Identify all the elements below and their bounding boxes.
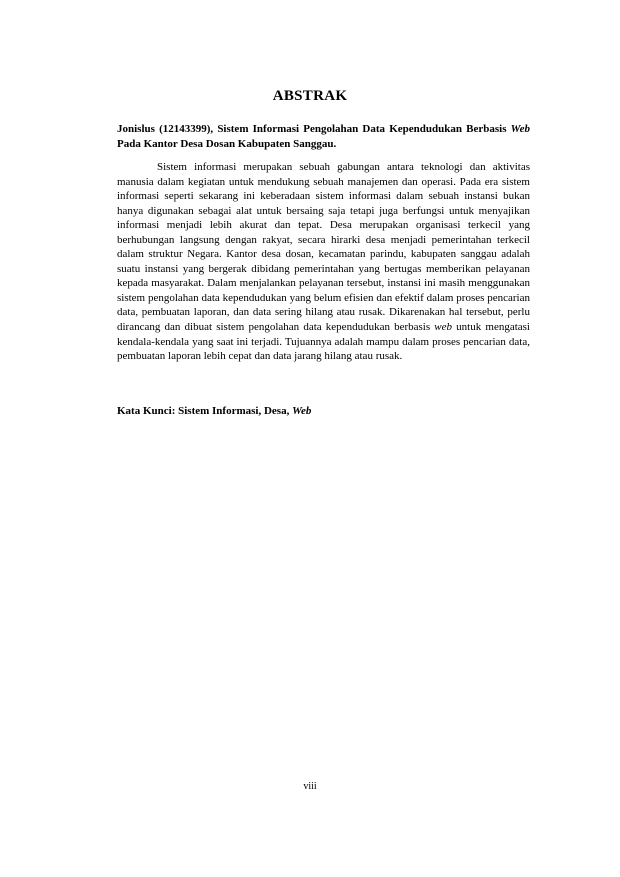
author-title-text: Jonislus (12143399), Sistem Informasi Pengolahan Data Kependudukan Berbasis <box>117 123 511 135</box>
abstract-body-italic: web <box>434 321 453 334</box>
page-number: viii <box>303 781 317 792</box>
keywords-italic: Web <box>292 405 312 417</box>
author-title-italic: Web <box>510 123 530 135</box>
abstract-body-text: Sistem informasi merupakan sebuah gabungan antara teknologi dan aktivitas manusia dalam kegiatan untuk mendukung sebuah manajemen dan operasi. Pada era sistem informasi seperti sekarang ini keberadaan sistem informasi dalam sebuah instansi bukan hanya digunakan sebagai alat untuk bersaing saja tetapi juga berfungsi untuk menyajikan informasi menjadi lebih akurat dan tepat. Desa merupakan organisasi terkecil yang berhubungan langsung dengan rakyat, secara hirarki desa menjadi pemerintahan terkecil dalam struktur Negara. Kantor desa dosan, kecamatan parindu, kabupaten sanggau adalah suatu instansi yang bergerak dibidang pemerintahan yang bertugas memberikan pelayanan kepada masyarakat. Dalam menjalankan pelayanan tersebut, instansi ini masih menggunakan sistem pengolahan data kependudukan yang belum efisien dan efektif dalam proses pencarian data, pembuatan laporan, dan data sering hilang atau rusak. Dikarenakan hal tersebut, perlu dirancang dan dibuat sistem pengolahan data kependudukan berbasis <box>117 161 530 334</box>
keywords-line <box>117 404 530 419</box>
author-title-text-end: Pada Kantor Desa Dosan Kabupaten Sanggau. <box>117 137 337 150</box>
author-title-line <box>117 122 530 151</box>
abstract-body-paragraph <box>117 160 530 364</box>
keywords-text: Kata Kunci: Sistem Informasi, Desa, <box>117 405 293 417</box>
abstract-heading: ABSTRAK <box>272 88 348 104</box>
abstract-body-text-end: untuk mengatasi kendala-kendala yang saat ini terjadi. Tujuannya adalah mampu dalam proses pencarian data, pembuatan laporan lebih cepat dan data jarang hilang atau rusak. <box>117 321 530 363</box>
